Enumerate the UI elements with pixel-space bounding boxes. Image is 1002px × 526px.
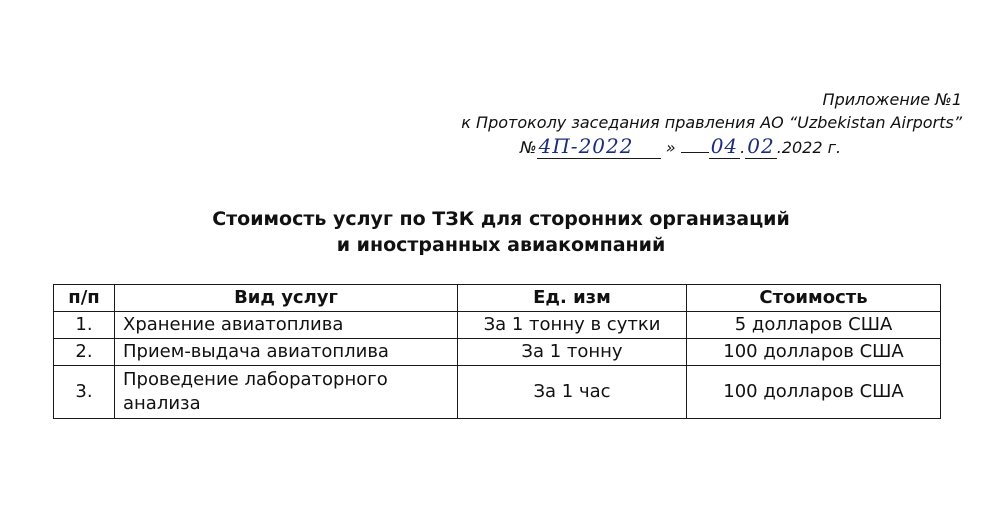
row-number: 3. [54,366,115,419]
handwritten-month: 02 [747,134,775,158]
table-row [54,366,941,419]
handwritten-protocol-number: 4П-2022 [537,134,661,159]
handwritten-day: 04 [710,134,739,158]
document-title [0,206,1002,258]
appendix-title: Приложение №1 [822,90,962,109]
quote-close: » [665,138,676,157]
service-unit: За 1 час [458,366,687,419]
table-row [54,339,941,366]
year-suffix: .2022 г. [776,138,842,157]
service-unit: За 1 тонну в сутки [458,312,687,339]
service-name: Прием-выдача авиатоплива [115,339,458,366]
column-header-unit: Ед. изм [458,285,687,312]
service-price: 5 долларов США [687,312,941,339]
service-price: 100 долларов США [687,366,941,419]
date-separator: . [740,138,746,157]
title-line-1: Стоимость услуг по ТЗК для сторонних организаций [212,208,790,230]
service-unit: За 1 тонну [458,339,687,366]
protocol-number-line [520,134,841,159]
table-row [54,312,941,339]
number-prefix: № [520,138,537,157]
service-price: 100 долларов США [687,339,941,366]
services-price-table [53,284,941,419]
blank-underline [681,152,709,153]
appendix-header [342,88,962,134]
service-name: Хранение авиатоплива [115,312,458,339]
row-number: 1. [54,312,115,339]
service-name: Проведение лабораторного анализа [115,366,458,419]
row-number: 2. [54,339,115,366]
protocol-reference: к Протоколу заседания правления АО “Uzbekistan Airports” [461,113,962,132]
column-header-price: Стоимость [687,285,941,312]
title-line-2: и иностранных авиакомпаний [336,234,666,256]
table-header-row [54,285,941,312]
column-header-service: Вид услуг [115,285,458,312]
column-header-number: п/п [54,285,115,312]
